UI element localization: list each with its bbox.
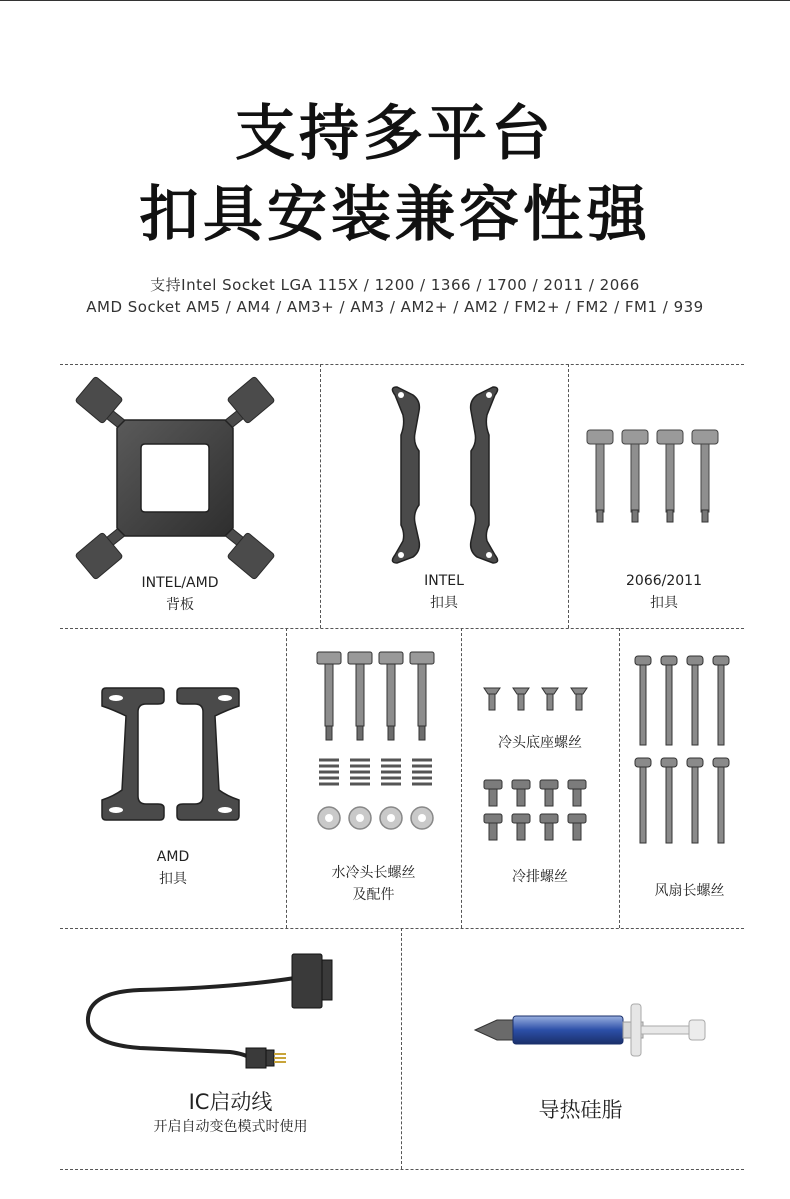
intel-bracket-label: INTEL: [424, 573, 464, 589]
backplate-label: INTEL/AMD: [141, 575, 219, 591]
intel-bracket-sublabel: 扣具: [430, 595, 458, 611]
fan-screws-image: [635, 656, 735, 846]
radiator-screws-caption: [461, 866, 619, 888]
ic-cable-caption: [60, 1088, 401, 1138]
thermal-paste-image: [473, 1000, 713, 1060]
ic-cable-image: [80, 948, 360, 1078]
fan-screws-caption: [619, 880, 760, 902]
hedt-screws-image: [585, 430, 730, 525]
amd-bracket-sublabel: 扣具: [159, 871, 187, 887]
grid-line-bottom: [60, 1169, 744, 1170]
amd-bracket-caption: [60, 846, 286, 890]
intel-bracket-caption: [320, 570, 568, 614]
hedt-bracket-sublabel: 扣具: [650, 595, 678, 611]
hedt-bracket-caption: [568, 570, 760, 614]
base-screws-caption: [461, 732, 619, 754]
backplate-sublabel: 背板: [166, 597, 194, 613]
thermal-paste-label: 导热硅脂: [538, 1098, 623, 1122]
backplate-caption: [60, 572, 300, 616]
amd-socket-list: AMD Socket AM5 / AM4 / AM3+ / AM3 / AM2+ / AM2 / FM2+ / FM2 / FM1 / 939: [86, 298, 704, 316]
title-line-1: 支持多平台: [235, 99, 555, 169]
title-line-2: 扣具安装兼容性强: [139, 180, 651, 250]
amd-bracket-label: AMD: [156, 849, 190, 865]
ic-cable-sublabel: 开启自动变色模式时使用: [153, 1119, 308, 1135]
pump-screws-image: [315, 652, 440, 834]
base-screws-label: 冷头底座螺丝: [498, 735, 582, 751]
base-screws-image: [484, 688, 594, 712]
amd-bracket-image: [98, 686, 243, 821]
thermal-paste-caption: [401, 1096, 760, 1124]
grid-line-row3-top: [60, 928, 744, 929]
grid-line-row1-top: [60, 364, 744, 365]
grid-divider: [401, 928, 402, 1169]
intel-socket-list: 支持Intel Socket LGA 115X / 1200 / 1366 / 1700 / 2011 / 2066: [150, 276, 640, 294]
hedt-bracket-label: 2066/2011: [626, 573, 702, 589]
pump-screws-caption: [286, 862, 461, 906]
ic-cable-label: IC启动线: [188, 1090, 273, 1114]
pump-screws-label: 水冷头长螺丝: [331, 865, 416, 881]
fan-screws-label: 风扇长螺丝: [654, 883, 725, 899]
intel-bracket-image: [385, 385, 505, 565]
radiator-screws-image: [484, 780, 594, 842]
backplate-image: [75, 378, 275, 578]
grid-line-row2-top: [60, 628, 744, 629]
pump-screws-sublabel: 及配件: [352, 887, 395, 903]
radiator-screws-label: 冷排螺丝: [512, 869, 568, 885]
top-border: [0, 0, 790, 1]
